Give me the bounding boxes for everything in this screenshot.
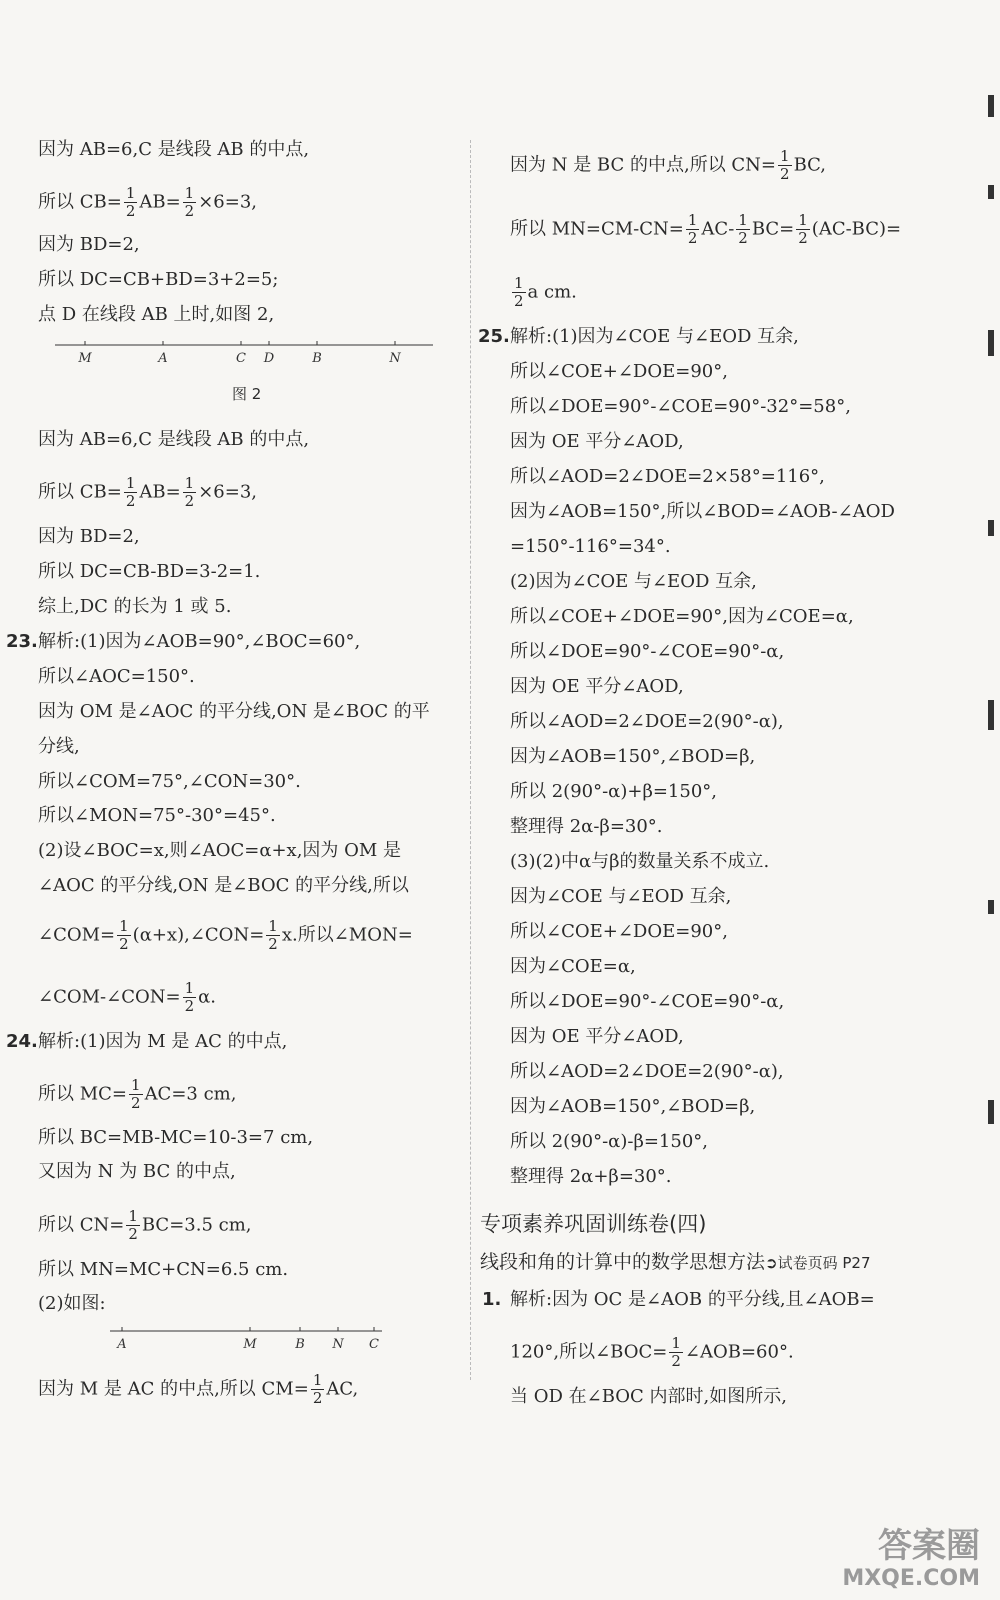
text-line: 所以 DC=CB+BD=3+2=5; [38,269,279,290]
text-line: 120°,所以∠BOC= $\frac{1}{2}$ ∠AOB=60°. [510,1334,794,1370]
point-label: N [332,1337,344,1352]
section-title: 专项素养巩固训练卷(四) [480,1212,707,1236]
binding-edge-mark [988,185,994,199]
text-line: 所以 MC= $\frac{1}{2}$ AC=3 cm, [38,1076,237,1112]
text-line: 整理得 2α+β=30°. [510,1166,672,1187]
fraction: $\frac{1}{2}$ [268,917,278,953]
text-line: 解析:(1)因为∠AOB=90°,∠BOC=60°, [38,631,361,652]
text-line: 所以∠DOE=90°-∠COE=90°-32°=58°, [510,396,851,417]
text-line: 所以∠DOE=90°-∠COE=90°-α, [510,991,785,1012]
text-line: 所以 2(90°-α)+β=150°, [510,781,718,802]
binding-edge-mark [988,330,994,356]
binding-edge-mark [988,520,994,536]
text-line: $\frac{1}{2}$ a cm. [514,274,577,310]
text-line: 因为∠AOB=150°,∠BOD=β, [510,746,756,767]
text-line: 所以∠AOC=150°. [38,666,195,687]
text-line: 所以∠MON=75°-30°=45°. [38,805,276,826]
watermark-logo: 答案圈 [878,1526,980,1566]
text-line: 解析:因为 OC 是∠AOB 的平分线,且∠AOB= [510,1289,875,1310]
fraction: $\frac{1}{2}$ [312,1371,323,1407]
text-line: 所以 MN=MC+CN=6.5 cm. [38,1259,289,1280]
fraction: $\frac{1}{2}$ [119,917,129,953]
fraction: $\frac{1}{2}$ [184,184,195,220]
text-line: 因为 OE 平分∠AOD, [510,676,684,697]
watermark [820,1526,980,1596]
text-line: 整理得 2α-β=30°. [510,816,663,837]
fraction: $\frac{1}{2}$ [514,274,524,310]
fraction: $\frac{1}{2}$ [184,474,195,510]
point-label: A [117,1337,127,1352]
point-label: D [263,351,275,366]
fraction: $\frac{1}{2}$ [687,211,698,247]
point-label: A [158,351,168,366]
point-label: C [236,351,246,366]
text-line: 所以∠AOD=2∠DOE=2×58°=116°, [510,466,825,487]
fraction: $\frac{1}{2}$ [128,1207,138,1243]
question-number-24: 24. [6,1031,38,1052]
point-label: C [369,1337,379,1352]
text-line: 所以 CB= $\frac{1}{2}$ AB= $\frac{1}{2}$ ×6=3, [38,184,258,220]
figure-caption: 图 2 [232,385,262,403]
watermark-url: MXQE.COM [842,1566,980,1591]
text-line: 因为∠AOB=150°,所以∠BOD=∠AOB-∠AOD [510,501,895,522]
text-line: 所以∠COM=75°,∠CON=30°. [38,771,301,792]
text-line: 综上,DC 的长为 1 或 5. [38,596,232,617]
text-line: (2)如图: [38,1293,106,1314]
text-line: 因为 BD=2, [38,526,140,547]
point-label: M [243,1337,257,1352]
column-divider [470,140,471,1380]
text-line: 因为 AB=6,C 是线段 AB 的中点, [38,429,310,450]
text-line: 因为∠AOB=150°,∠BOD=β, [510,1096,756,1117]
text-line: ∠COM-∠CON= $\frac{1}{2}$ α. [38,979,217,1015]
fraction: $\frac{1}{2}$ [798,211,808,247]
text-line: 因为 BD=2, [38,234,140,255]
text-line: 所以 DC=CB-BD=3-2=1. [38,561,261,582]
question-number-25: 25. [478,326,510,347]
text-line: 因为 OM 是∠AOC 的平分线,ON 是∠BOC 的平 [38,701,430,722]
question-number-23: 23. [6,631,38,652]
point-label: M [78,351,92,366]
section-subtitle: 线段和角的计算中的数学思想方法 [480,1251,766,1273]
text-line: 因为 OE 平分∠AOD, [510,1026,684,1047]
text-line: 所以∠COE+∠DOE=90°, [510,921,728,942]
text-line: 解析:(1)因为∠COE 与∠EOD 互余, [510,326,799,347]
text-line: =150°-116°=34°. [510,536,671,557]
binding-edge-mark [988,95,994,117]
fraction: $\frac{1}{2}$ [184,979,195,1015]
text-line: ∠AOC 的平分线,ON 是∠BOC 的平分线,所以 [38,875,409,896]
text-line: 又因为 N 为 BC 的中点, [38,1161,236,1182]
text-line: 点 D 在线段 AB 上时,如图 2, [38,304,275,325]
text-line: 因为 M 是 AC 的中点,所以 CM= $\frac{1}{2}$ AC, [38,1371,359,1407]
text-line: (2)设∠BOC=x,则∠AOC=α+x,因为 OM 是 [38,840,402,861]
text-line: 所以∠AOD=2∠DOE=2(90°-α), [510,1061,784,1082]
text-line: 所以 CN= $\frac{1}{2}$ BC=3.5 cm, [38,1207,252,1243]
fraction: $\frac{1}{2}$ [780,147,790,183]
question-number-1: 1. [482,1289,502,1310]
text-line: ∠COM= $\frac{1}{2}$ (α+x),∠CON= $\frac{1}{2}$ x.所以∠MON= [38,917,413,953]
fraction: $\frac{1}{2}$ [131,1076,141,1112]
text-line: 所以∠COE+∠DOE=90°,因为∠COE=α, [510,606,854,627]
text-line: 因为 N 是 BC 的中点,所以 CN= $\frac{1}{2}$ BC, [510,147,826,183]
point-label: B [312,351,322,366]
text-line: 因为∠COE=α, [510,956,636,977]
text-line: 解析:(1)因为 M 是 AC 的中点, [38,1031,288,1052]
text-line: 因为∠COE 与∠EOD 互余, [510,886,732,907]
point-label: N [389,351,401,366]
binding-edge-mark [988,700,994,730]
figure-3-number-line [110,1322,395,1352]
text-line: 所以 BC=MB-MC=10-3=7 cm, [38,1127,314,1148]
text-line: (2)因为∠COE 与∠EOD 互余, [510,571,757,592]
binding-edge-mark [988,900,994,914]
text-line: 所以 2(90°-α)-β=150°, [510,1131,709,1152]
text-line: 因为 AB=6,C 是线段 AB 的中点, [38,139,310,160]
fraction: $\frac{1}{2}$ [125,184,136,220]
page-reference: ➲试卷页码 P27 [765,1254,871,1272]
text-line: 所以 MN=CM-CN= $\frac{1}{2}$ AC- $\frac{1}{2}$ BC= $\frac{1}{2}$ (AC-BC)= [510,211,902,247]
text-line: 分线, [38,736,80,757]
point-label: B [295,1337,305,1352]
text-line: 所以∠DOE=90°-∠COE=90°-α, [510,641,785,662]
section-subtitle-row [480,1250,871,1275]
binding-edge-mark [988,1100,994,1124]
text-line: 当 OD 在∠BOC 内部时,如图所示, [510,1386,787,1407]
fraction: $\frac{1}{2}$ [738,211,748,247]
text-line: 所以∠COE+∠DOE=90°, [510,361,728,382]
figure-2-number-line [55,336,435,366]
text-line: 所以∠AOD=2∠DOE=2(90°-α), [510,711,784,732]
text-line: (3)(2)中α与β的数量关系不成立. [510,851,770,872]
fraction: $\frac{1}{2}$ [125,474,136,510]
text-line: 所以 CB= $\frac{1}{2}$ AB= $\frac{1}{2}$ ×6=3, [38,474,258,510]
text-line: 因为 OE 平分∠AOD, [510,431,684,452]
fraction: $\frac{1}{2}$ [671,1334,681,1370]
